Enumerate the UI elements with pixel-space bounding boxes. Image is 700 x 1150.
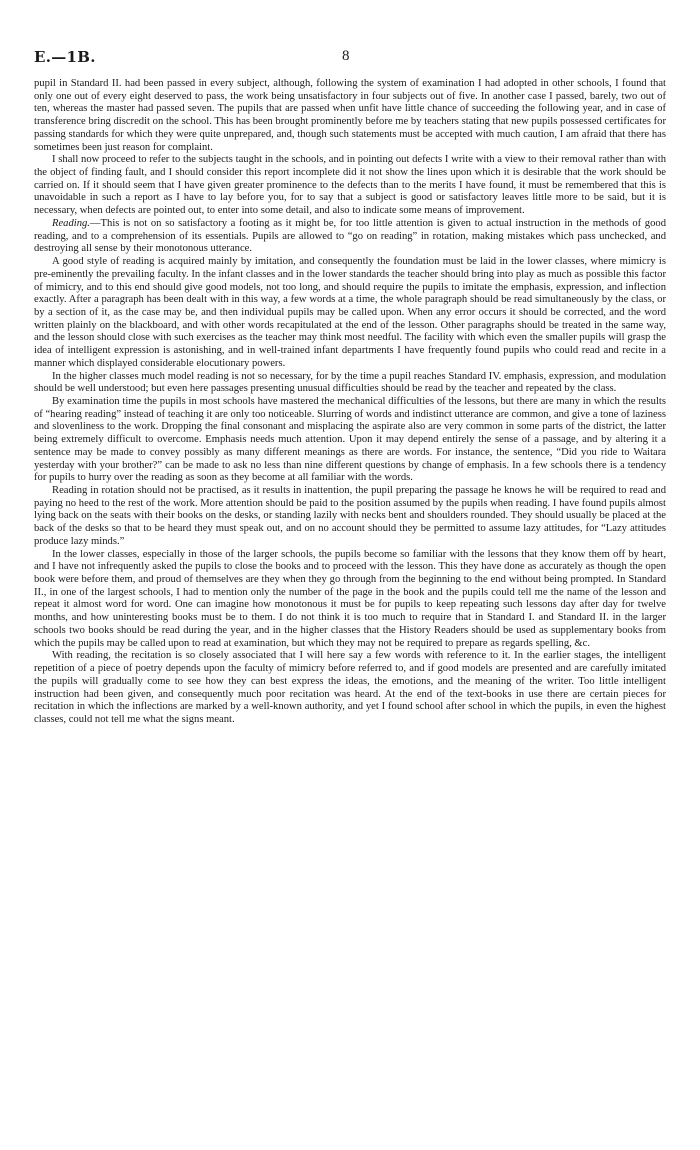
paragraph-text: I shall now proceed to refer to the subjects taught in the schools, and in pointing out defects I write with a view to their removal rather than with the object of finding fault, and I should consider this report incomplete did it not show the lines upon which it is desirable that the work should be carried on. If it should seem that I have given greater prominence to the defects than to the merits I have found, it must be remembered that this is unavoidable in such a report as I have to lay before you, for to say that a subject is good or satisfactory leaves little more to be said, but it is necessary, when defects are pointed out, to enter into some detail, and also to indicate some means of improvement.: [34, 154, 666, 217]
paragraph-recitation: [34, 650, 666, 726]
paragraph-lower-classes: [34, 549, 666, 651]
section-heading-reading: Reading.: [52, 217, 90, 229]
paragraph-imitation: [34, 256, 666, 370]
document-reference: E.—1B.: [34, 48, 96, 66]
paragraph-subjects-intro: [34, 154, 666, 218]
paragraph-higher-classes: [34, 371, 666, 396]
paragraph-reading: [34, 218, 666, 256]
paragraph-text: —This is not on so satisfactory a footing as it might be, for too little attention is given to actual instruction in the methods of good reading, and to a comprehension of its essentials. Pupils are allowed to “go on reading” in rotation, making mistakes which pass unchecked, and destroying all sense by their monotonous utterance.: [34, 217, 666, 255]
page-header: [34, 48, 666, 76]
paragraph-text: A good style of reading is acquired mainly by imitation, and consequently the foundation must be laid in the lower classes, where mimicry is pre-eminently the prevailing faculty. In the infant classes and in the lower standards the teacher should bring into play as much as possible this factor of mimicry, and to this end should give good models, not too long, and should require the pupils to imitate the emphasis, expression, and inflection exactly. After a paragraph has been dealt with in this way, a few words at a time, the whole paragraph should be read simultaneously by the class, or by a section of it, as the case may be, and then individual pupils may be called upon. When any error occurs it should be corrected, and the word written plainly on the blackboard, and with other words recapitulated at the end of the lesson. Other paragraphs should be treated in the same way, and the lesson should close with such exercises as the teacher may think most needful. The facility with which even the smaller pupils will grasp the idea of intelligent expression is astonishing, and in well-trained infant departments I have frequently found pupils who could read and recite in a manner which displayed considerable elocutionary powers.: [34, 256, 666, 369]
paragraph-text: In the higher classes much model reading is not so necessary, for by the time a pupil reaches Standard IV. emphasis, expression, and modulation should be well understood; but even here passages presenting unusual difficulties should be read by the teacher and repeated by the class.: [34, 370, 666, 395]
paragraph-text: In the lower classes, especially in those of the larger schools, the pupils become so familiar with the lessons that they know them off by heart, and I have not infrequently asked the pupils to close the books and to proceed with the lesson. This they have done as accurately as though the open book were before them, and proud of themselves are they when they go through from the beginning to the end without being prompted. In Standard II., in one of the largest schools, I had to mention only the number of the page in the book and the pupils could tell me the name of the lesson and repeat it almost word for word. One can imagine how monotonous it must be for pupils to keep repeating such lessons day after day for twelve months, and how uninteresting books must be to them. I do not think it is too much to require that in Standard I. and Standard II. in the larger schools two books should be read during the year, and in the higher classes that the History Readers should be used as supplementary books from which the pupils may be called upon to read at examination, but which they may not be required to prepare as regards spelling, &c.: [34, 548, 666, 649]
paragraph-reading-rotation: [34, 485, 666, 549]
paragraph-examination-time: [34, 396, 666, 485]
paragraph-text: With reading, the recitation is so closely associated that I will here say a few words with reference to it. In the earlier stages, the intelligent repetition of a piece of poetry depends upon the faculty of mimicry before referred to, and if good models are presented and are carefully imitated the pupils will gradually come to see how they can best express the ideas, the emotions, and the meaning of the writer. Too little intelligent instruction had been given, and consequently much poor recitation was heard. At the end of the text-books in use there are certain pieces for recitation in which the inflections are marked by a well-known authority, and yet I found school after school in which the pupils, in even the highest classes, could not tell me what the signs meant.: [34, 650, 666, 725]
report-body: [34, 78, 666, 727]
document-page: [34, 48, 666, 727]
page-number: 8: [342, 48, 350, 64]
paragraph-text: Reading in rotation should not be practised, as it results in inattention, the pupil preparing the passage he knows he will be required to read and paying no heed to the rest of the work. More attention should be paid to the position assumed by the pupils when reading. I have found pupils almost lying back on the seats with their books on the desks, or standing lazily with necks bent and shoulders rounded. They should usually be placed at the back of the desks so that to be heard they must speak out, and on no account should they be permitted to assume lazy attitudes, for “Lazy attitudes produce lazy minds.”: [34, 485, 666, 547]
paragraph-text: By examination time the pupils in most schools have mastered the mechanical difficulties of the lessons, but there are many in which the results of “hearing reading” instead of teaching it are only too noticeable. Slurring of words and indistinct utterance are common, and give a tone of laziness and slovenliness to the work. Dropping the final consonant and misplacing the aspirate also are very common in some parts of the district, the latter being extremely difficult to overcome. Emphasis needs much attention. Upon it may depend entirely the sense of a passage, and by altering it a sentence may be made to convey possibly as many different meanings as there are words. For instance, the sentence, “Did you ride to Waitara yesterday with your brother?” can be made to ask no less than nine different questions by change of emphasis. In a few schools there is a tendency for pupils to hurry over the reading as soon as they become at all familiar with the words.: [34, 395, 666, 484]
paragraph-standard-ii-passing: [34, 78, 666, 154]
paragraph-text: pupil in Standard II. had been passed in every subject, although, following the system of examination I had adopted in other schools, I found that only one out of every eight deserved to pass, the work being unsatisfactory in four subjects out of five. In another case I passed, barely, two out of ten, whereas the master had passed seven. The pupils that are passed when unfit have little chance of succeeding the following year, and in case of transference bring discredit on the school. This has been brought prominently before me by teachers stating that new pupils possessed certificates for passing standards for which they were quite unprepared, and, though such statements must be accepted with much caution, I am afraid that there has sometimes been just reason for complaint.: [34, 78, 666, 153]
